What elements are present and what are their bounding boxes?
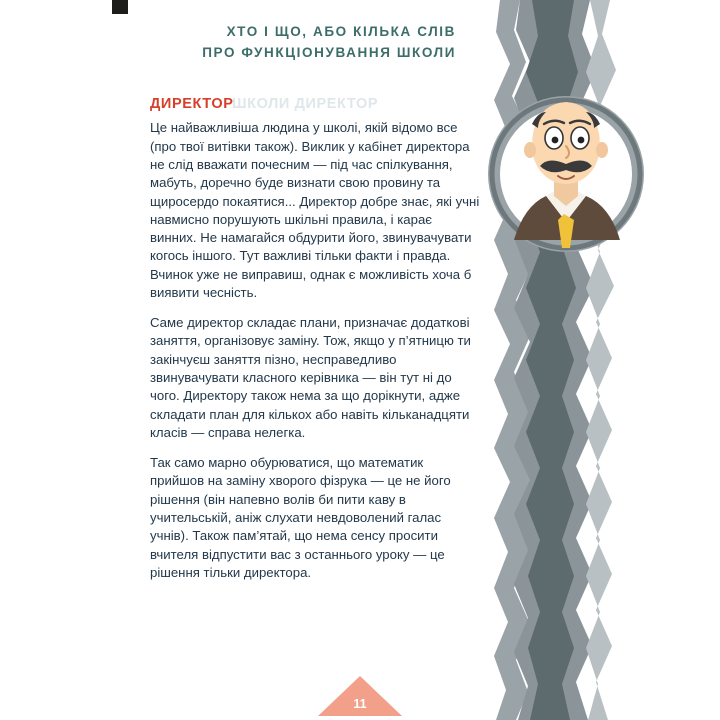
header-line-1: ХТО І ЩО, АБО КІЛЬКА СЛІВ — [226, 24, 456, 39]
section-title-ghost: ШКОЛИ ДИРЕКТОР — [232, 96, 379, 112]
corner-crop-mark — [112, 0, 128, 14]
paragraph-1: Це найважливіша людина у школі, якій відомо все (про твої витівки також). Виклик у кабінет директора не слід вважати почесним — під час спілкування, мабуть, доречно буде визнати свою провину та щиросердо покаятися... Директор добре знає, які учні навмисно порушують шкільні правила, і карає винних. Не намагайся обдурити його, звинувачувати когось іншого. Тут важливі тільки факти і правда. Вчинок уже не виправиш, однак є можливість хоча б виявити чесність. — [150, 120, 480, 300]
principal-portrait-medallion — [488, 96, 644, 252]
decorative-column — [470, 0, 720, 720]
article-body — [150, 96, 480, 582]
running-header — [0, 22, 470, 64]
section-title: ДИРЕКТОР — [150, 96, 234, 112]
page-number-plate — [318, 676, 402, 720]
column-graphic — [470, 0, 720, 720]
page-number: 11 — [353, 697, 367, 711]
header-line-2: ПРО ФУНКЦІОНУВАННЯ ШКОЛИ — [202, 44, 456, 60]
paragraph-2: Саме директор складає плани, призначає додаткові заняття, організовує заміну. Тож, якщо у п’ятницю ти закінчуєш заняття пізно, несправедливо звинувачувати класного керівника — він тут ні до чого. Директору також нема за що дорікнути, адже складати план для кількох або навіть кільканадцяти класів — справа нелегка. — [150, 315, 471, 440]
paragraph-3: Так само марно обурюватися, що математик прийшов на заміну хворого фізрука — це не його рішення (він напевно волів би пити каву в учительській, аніж слухати невдоволений галас учнів). Також пам’ятай, що нема сенсу просити вчителя відпустити вас з останнього уроку — це рішення тільки директора. — [150, 455, 451, 580]
